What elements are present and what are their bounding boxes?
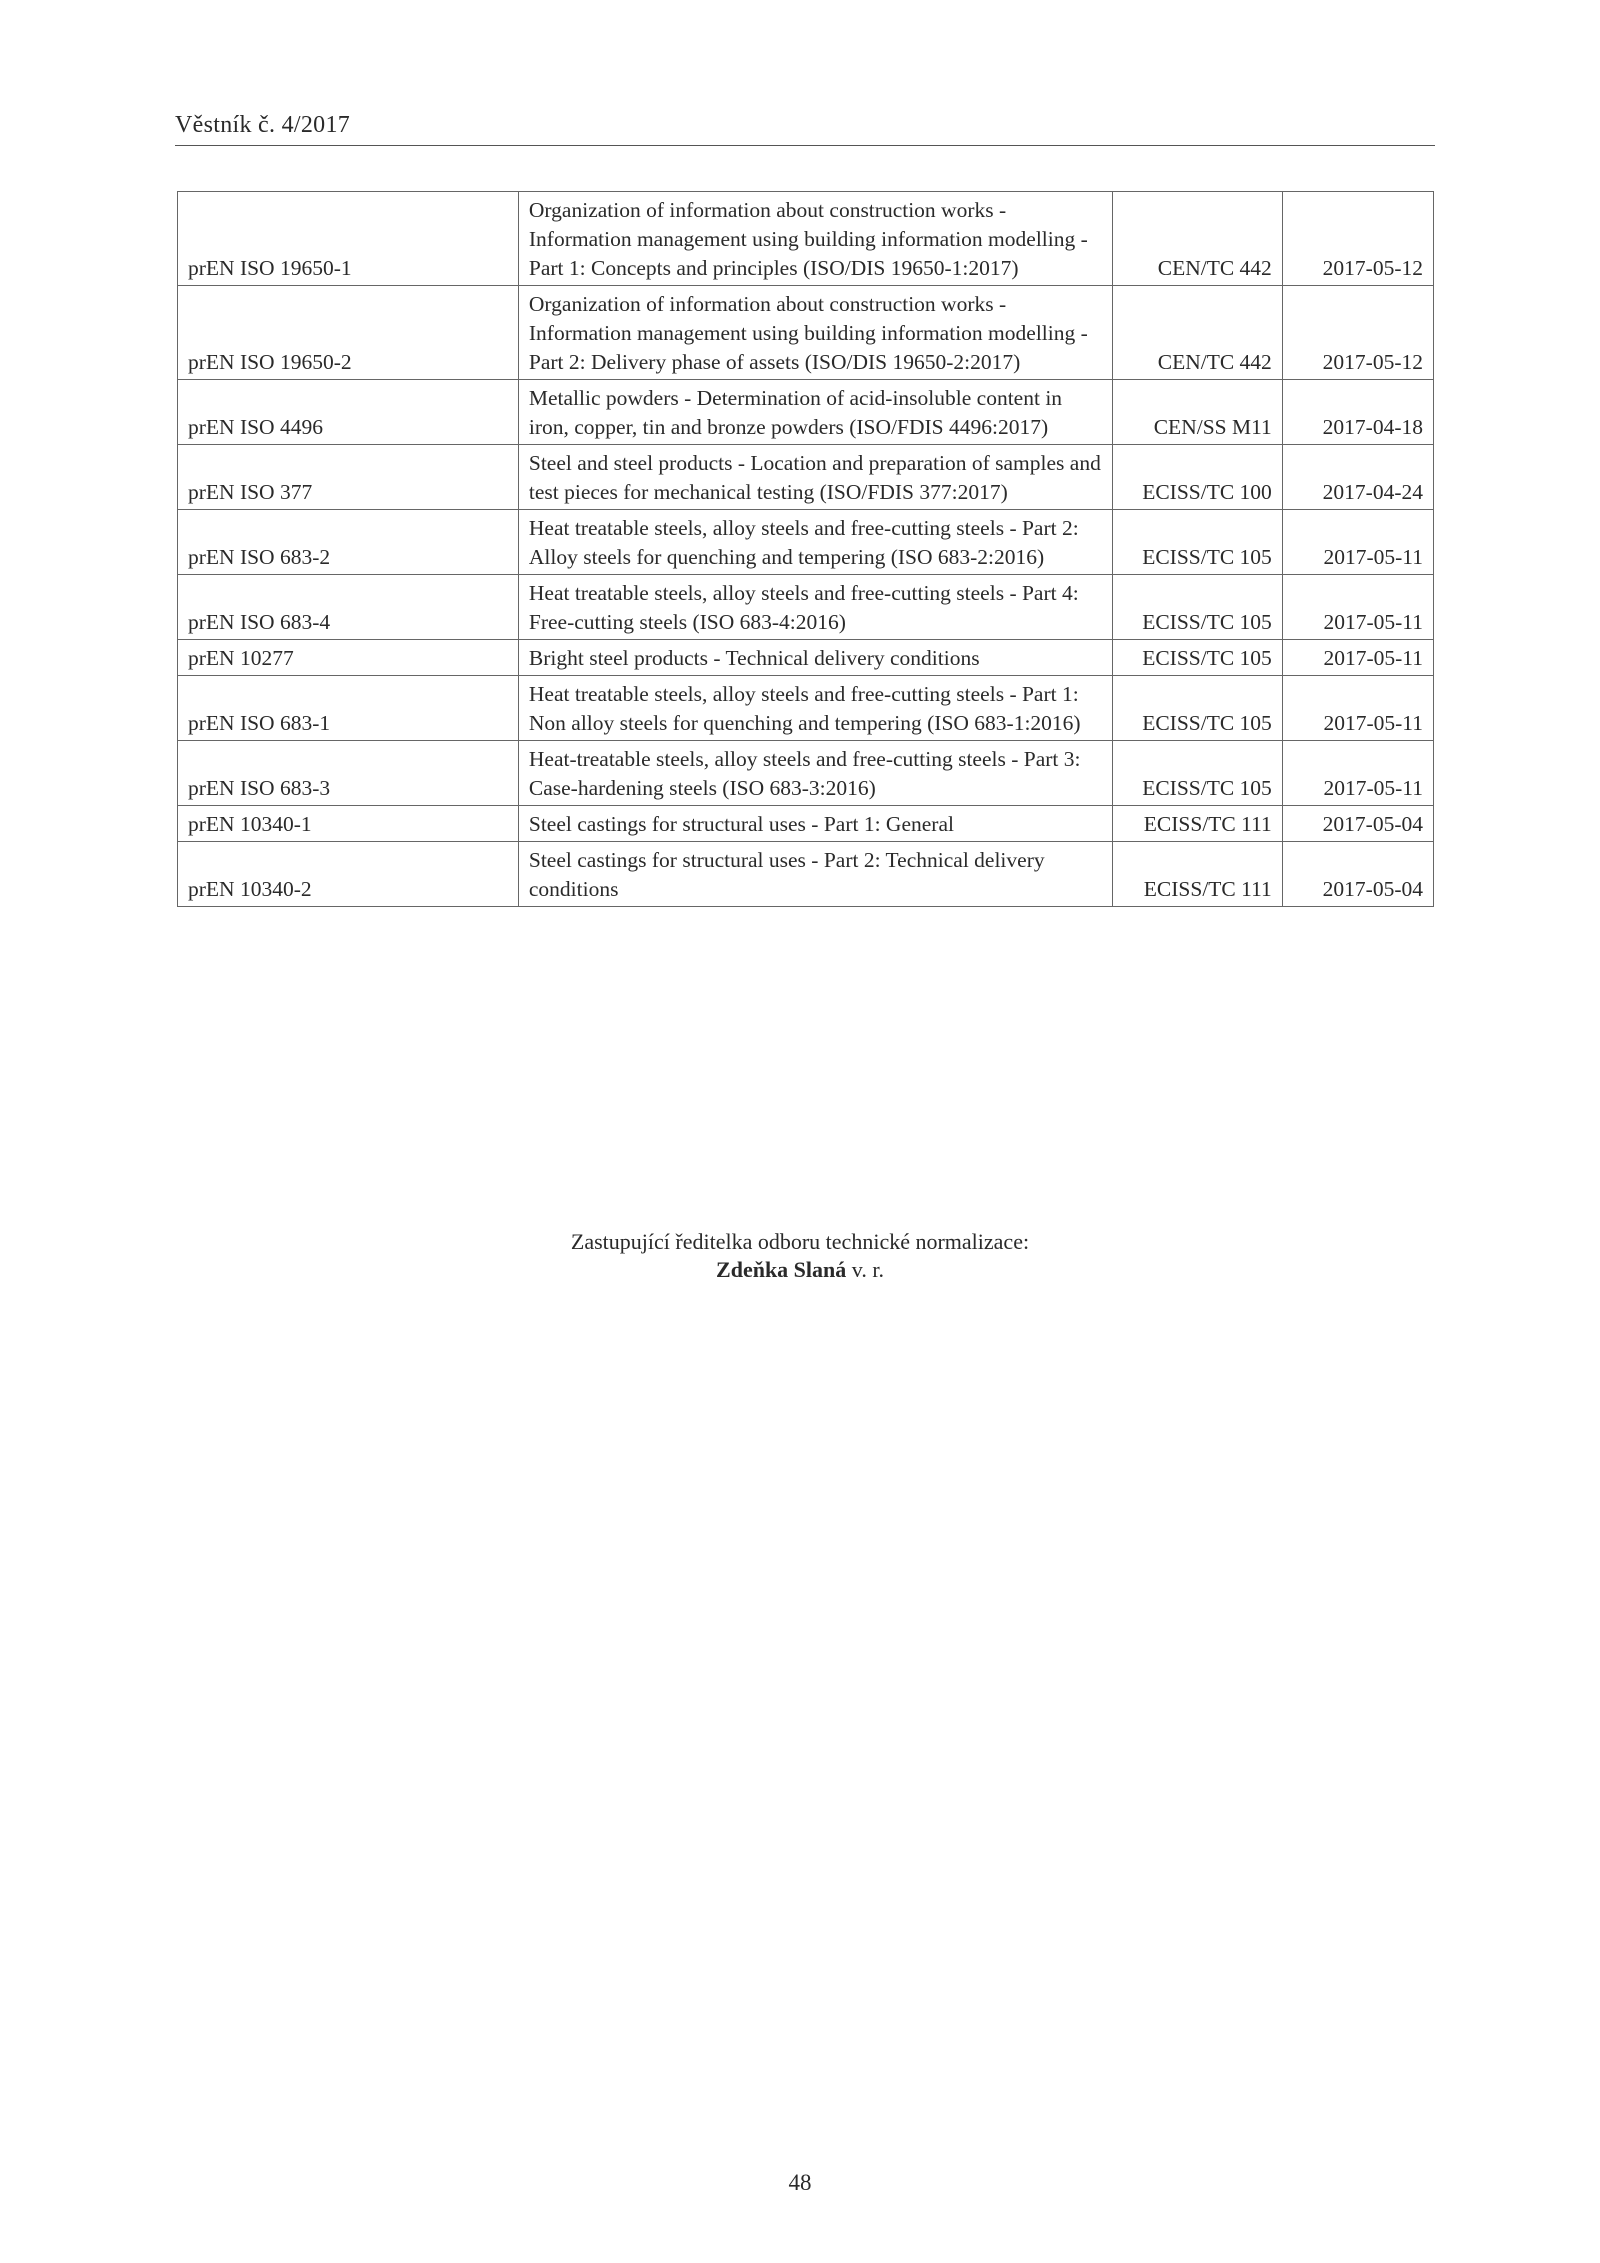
- standards-table: [177, 191, 1434, 907]
- standard-code: prEN 10340-1: [178, 806, 519, 842]
- standard-title: Steel and steel products - Location and preparation of samples and test pieces for mechanical testing (ISO/FDIS 377:2017): [518, 445, 1113, 510]
- standard-code: prEN ISO 683-4: [178, 575, 519, 640]
- table-row: [178, 380, 1434, 445]
- standard-title: Heat treatable steels, alloy steels and free-cutting steels - Part 4: Free-cutting steels (ISO 683-4:2016): [518, 575, 1113, 640]
- deadline-date: 2017-05-04: [1282, 806, 1433, 842]
- deadline-date: 2017-05-11: [1282, 741, 1433, 806]
- standard-code: prEN ISO 683-1: [178, 676, 519, 741]
- standard-code: prEN ISO 683-3: [178, 741, 519, 806]
- deadline-date: 2017-05-11: [1282, 640, 1433, 676]
- technical-committee: ECISS/TC 100: [1113, 445, 1282, 510]
- deadline-date: 2017-05-11: [1282, 676, 1433, 741]
- standard-code: prEN ISO 377: [178, 445, 519, 510]
- deadline-date: 2017-05-11: [1282, 575, 1433, 640]
- technical-committee: CEN/SS M11: [1113, 380, 1282, 445]
- standard-code: prEN 10277: [178, 640, 519, 676]
- table-row: [178, 192, 1434, 286]
- standard-title: Heat treatable steels, alloy steels and free-cutting steels - Part 1: Non alloy steels for quenching and tempering (ISO 683-1:2016): [518, 676, 1113, 741]
- table-row: [178, 806, 1434, 842]
- table-row: [178, 445, 1434, 510]
- table-row: [178, 286, 1434, 380]
- deadline-date: 2017-04-24: [1282, 445, 1433, 510]
- standard-title: Organization of information about construction works - Information management using building information modelling - Part 2: Delivery phase of assets (ISO/DIS 19650-2:2017): [518, 286, 1113, 380]
- table-row: [178, 676, 1434, 741]
- technical-committee: CEN/TC 442: [1113, 286, 1282, 380]
- technical-committee: ECISS/TC 105: [1113, 575, 1282, 640]
- deadline-date: 2017-05-11: [1282, 510, 1433, 575]
- signatory-suffix: v. r.: [846, 1257, 884, 1282]
- technical-committee: ECISS/TC 111: [1113, 842, 1282, 907]
- technical-committee: CEN/TC 442: [1113, 192, 1282, 286]
- standard-title: Steel castings for structural uses - Part 2: Technical delivery conditions: [518, 842, 1113, 907]
- technical-committee: ECISS/TC 111: [1113, 806, 1282, 842]
- table-row: [178, 575, 1434, 640]
- technical-committee: ECISS/TC 105: [1113, 640, 1282, 676]
- header-divider: [175, 145, 1435, 146]
- signatory-role: Zastupující ředitelka odboru technické normalizace:: [570, 1229, 1030, 1254]
- table-row: [178, 640, 1434, 676]
- standard-title: Organization of information about construction works - Information management using building information modelling - Part 1: Concepts and principles (ISO/DIS 19650-1:2017): [518, 192, 1113, 286]
- standard-code: prEN ISO 683-2: [178, 510, 519, 575]
- deadline-date: 2017-05-12: [1282, 192, 1433, 286]
- standard-title: Heat treatable steels, alloy steels and free-cutting steels - Part 2: Alloy steels for quenching and tempering (ISO 683-2:2016): [518, 510, 1113, 575]
- technical-committee: ECISS/TC 105: [1113, 510, 1282, 575]
- standard-code: prEN ISO 19650-2: [178, 286, 519, 380]
- technical-committee: ECISS/TC 105: [1113, 676, 1282, 741]
- signature-block: [0, 1228, 1600, 1284]
- table-row: [178, 510, 1434, 575]
- standard-title: Bright steel products - Technical delivery conditions: [518, 640, 1113, 676]
- deadline-date: 2017-05-04: [1282, 842, 1433, 907]
- signatory-name: Zdeňka Slaná: [716, 1257, 847, 1282]
- page-number: 48: [788, 2170, 812, 2195]
- standard-code: prEN ISO 19650-1: [178, 192, 519, 286]
- signatory-line: [0, 1256, 1600, 1284]
- standard-title: Steel castings for structural uses - Part 1: General: [518, 806, 1113, 842]
- standard-code: prEN ISO 4496: [178, 380, 519, 445]
- table-row: [178, 842, 1434, 907]
- deadline-date: 2017-05-12: [1282, 286, 1433, 380]
- standard-title: Heat-treatable steels, alloy steels and free-cutting steels - Part 3: Case-hardening steels (ISO 683-3:2016): [518, 741, 1113, 806]
- page-header-title: Věstník č. 4/2017: [175, 112, 351, 138]
- technical-committee: ECISS/TC 105: [1113, 741, 1282, 806]
- standard-code: prEN 10340-2: [178, 842, 519, 907]
- standard-title: Metallic powders - Determination of acid-insoluble content in iron, copper, tin and bronze powders (ISO/FDIS 4496:2017): [518, 380, 1113, 445]
- deadline-date: 2017-04-18: [1282, 380, 1433, 445]
- table-row: [178, 741, 1434, 806]
